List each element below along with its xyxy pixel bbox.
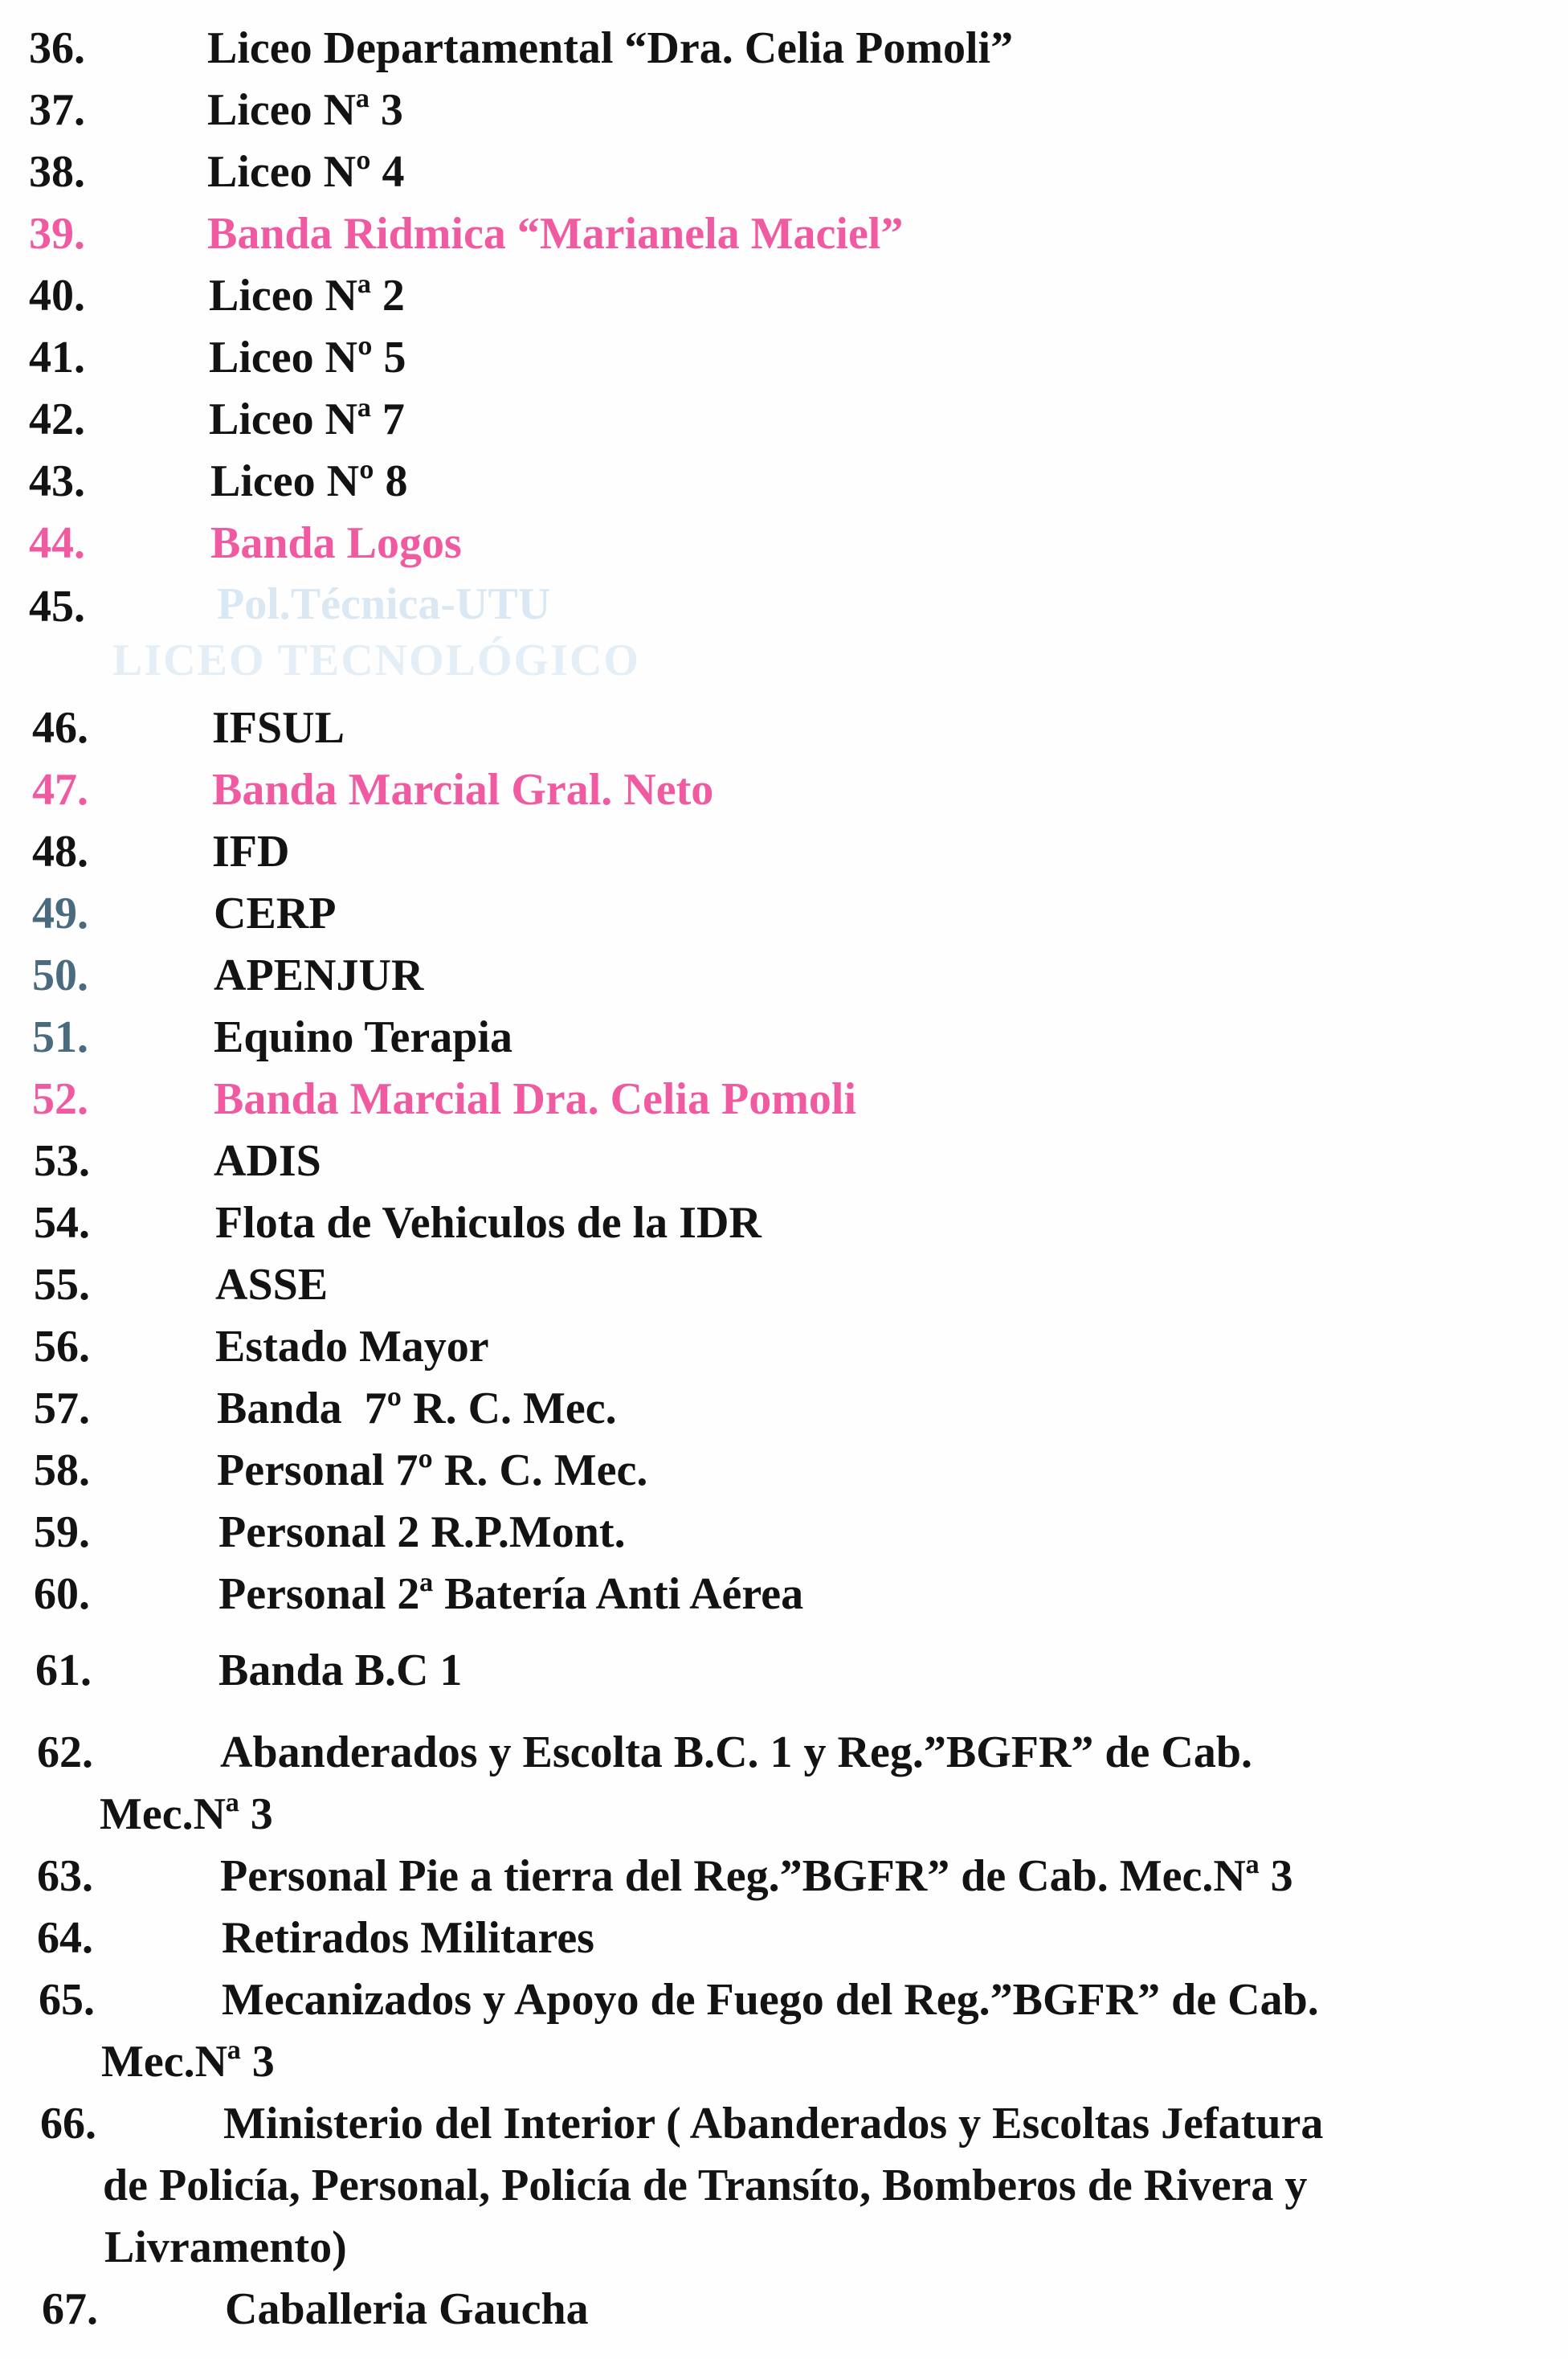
item-number: 43. bbox=[29, 456, 85, 506]
item-number: 64. bbox=[37, 1913, 93, 1963]
item-label: Banda 7º R. C. Mec. bbox=[217, 1384, 617, 1433]
item-label: Banda Ridmica “Marianela Maciel” bbox=[207, 209, 904, 259]
item-number: 60. bbox=[34, 1569, 90, 1619]
item-label: Liceo Nª 7 bbox=[209, 395, 405, 444]
item-number: 67. bbox=[42, 2284, 98, 2334]
item-number: 48. bbox=[32, 827, 88, 877]
item-number: 39. bbox=[29, 209, 85, 259]
item-label: Liceo Nª 2 bbox=[209, 271, 405, 321]
item-label: Liceo Departamental “Dra. Celia Pomoli” bbox=[207, 23, 1014, 73]
item-label-continuation: de Policía, Personal, Policía de Transíto, Bomberos de Rivera y bbox=[103, 2161, 1308, 2210]
item-label: IFSUL bbox=[212, 703, 345, 753]
item-number: 36. bbox=[29, 23, 85, 73]
item-label-continuation: Livramento) bbox=[104, 2222, 347, 2272]
item-label: Liceo Nº 8 bbox=[210, 456, 408, 506]
item-label: Caballeria Gaucha bbox=[225, 2284, 589, 2334]
item-number: 37. bbox=[29, 85, 85, 135]
item-label: Abanderados y Escolta B.C. 1 y Reg.”BGFR” de Cab. bbox=[220, 1727, 1252, 1777]
item-number: 51. bbox=[32, 1012, 88, 1062]
item-number: 63. bbox=[37, 1851, 93, 1901]
item-number: 45. bbox=[29, 582, 85, 632]
item-label: Personal Pie a tierra del Reg.”BGFR” de Cab. Mec.Nª 3 bbox=[220, 1851, 1293, 1901]
faded-stamp-text-2: LICEO TECNOLÓGICO bbox=[112, 636, 640, 685]
item-number: 49. bbox=[32, 889, 88, 938]
item-number: 46. bbox=[32, 703, 88, 753]
item-number: 66. bbox=[40, 2099, 96, 2148]
item-number: 41. bbox=[29, 333, 85, 382]
item-number: 55. bbox=[34, 1260, 90, 1310]
item-label: Equino Terapia bbox=[214, 1012, 512, 1062]
item-number: 56. bbox=[34, 1322, 90, 1372]
item-label: Personal 7º R. C. Mec. bbox=[217, 1445, 648, 1495]
faded-stamp-text-1: Pol.Técnica-UTU bbox=[217, 579, 551, 629]
item-number: 44. bbox=[29, 518, 85, 568]
item-number: 38. bbox=[29, 147, 85, 197]
item-label: Liceo Nº 5 bbox=[209, 333, 406, 382]
item-label: Banda Logos bbox=[210, 518, 462, 568]
item-label: Personal 2 R.P.Mont. bbox=[218, 1507, 626, 1557]
item-number: 47. bbox=[32, 765, 88, 815]
item-label: Flota de Vehiculos de la IDR bbox=[215, 1198, 762, 1248]
item-number: 59. bbox=[34, 1507, 90, 1557]
item-number: 53. bbox=[34, 1136, 90, 1186]
item-label: ASSE bbox=[215, 1260, 329, 1310]
item-label-continuation: Mec.Nª 3 bbox=[100, 1789, 273, 1839]
item-label: Mecanizados y Apoyo de Fuego del Reg.”BGFR” de Cab. bbox=[222, 1975, 1319, 2025]
item-label: Personal 2ª Batería Anti Aérea bbox=[218, 1569, 804, 1619]
item-number: 58. bbox=[34, 1445, 90, 1495]
item-label: CERP bbox=[214, 889, 337, 938]
item-label: Estado Mayor bbox=[215, 1322, 489, 1372]
item-number: 65. bbox=[39, 1975, 95, 2025]
item-label: Liceo Nº 4 bbox=[207, 147, 405, 197]
item-label: Ministerio del Interior ( Abanderados y Escoltas Jefatura bbox=[223, 2099, 1324, 2148]
item-number: 42. bbox=[29, 395, 85, 444]
item-label: APENJUR bbox=[214, 951, 424, 1000]
item-number: 52. bbox=[32, 1074, 88, 1124]
item-label: Liceo Nª 3 bbox=[207, 85, 403, 135]
item-number: 54. bbox=[34, 1198, 90, 1248]
item-label: Banda B.C 1 bbox=[218, 1646, 463, 1695]
item-number: 61. bbox=[35, 1646, 92, 1695]
item-number: 57. bbox=[34, 1384, 90, 1433]
item-label: Retirados Militares bbox=[222, 1913, 594, 1963]
item-label: Banda Marcial Gral. Neto bbox=[212, 765, 714, 815]
item-label-continuation: Mec.Nª 3 bbox=[101, 2037, 275, 2087]
item-number: 40. bbox=[29, 271, 85, 321]
item-number: 50. bbox=[32, 951, 88, 1000]
item-label: ADIS bbox=[214, 1136, 321, 1186]
item-number: 62. bbox=[37, 1727, 93, 1777]
item-label: IFD bbox=[212, 827, 290, 877]
item-label: Banda Marcial Dra. Celia Pomoli bbox=[214, 1074, 856, 1124]
